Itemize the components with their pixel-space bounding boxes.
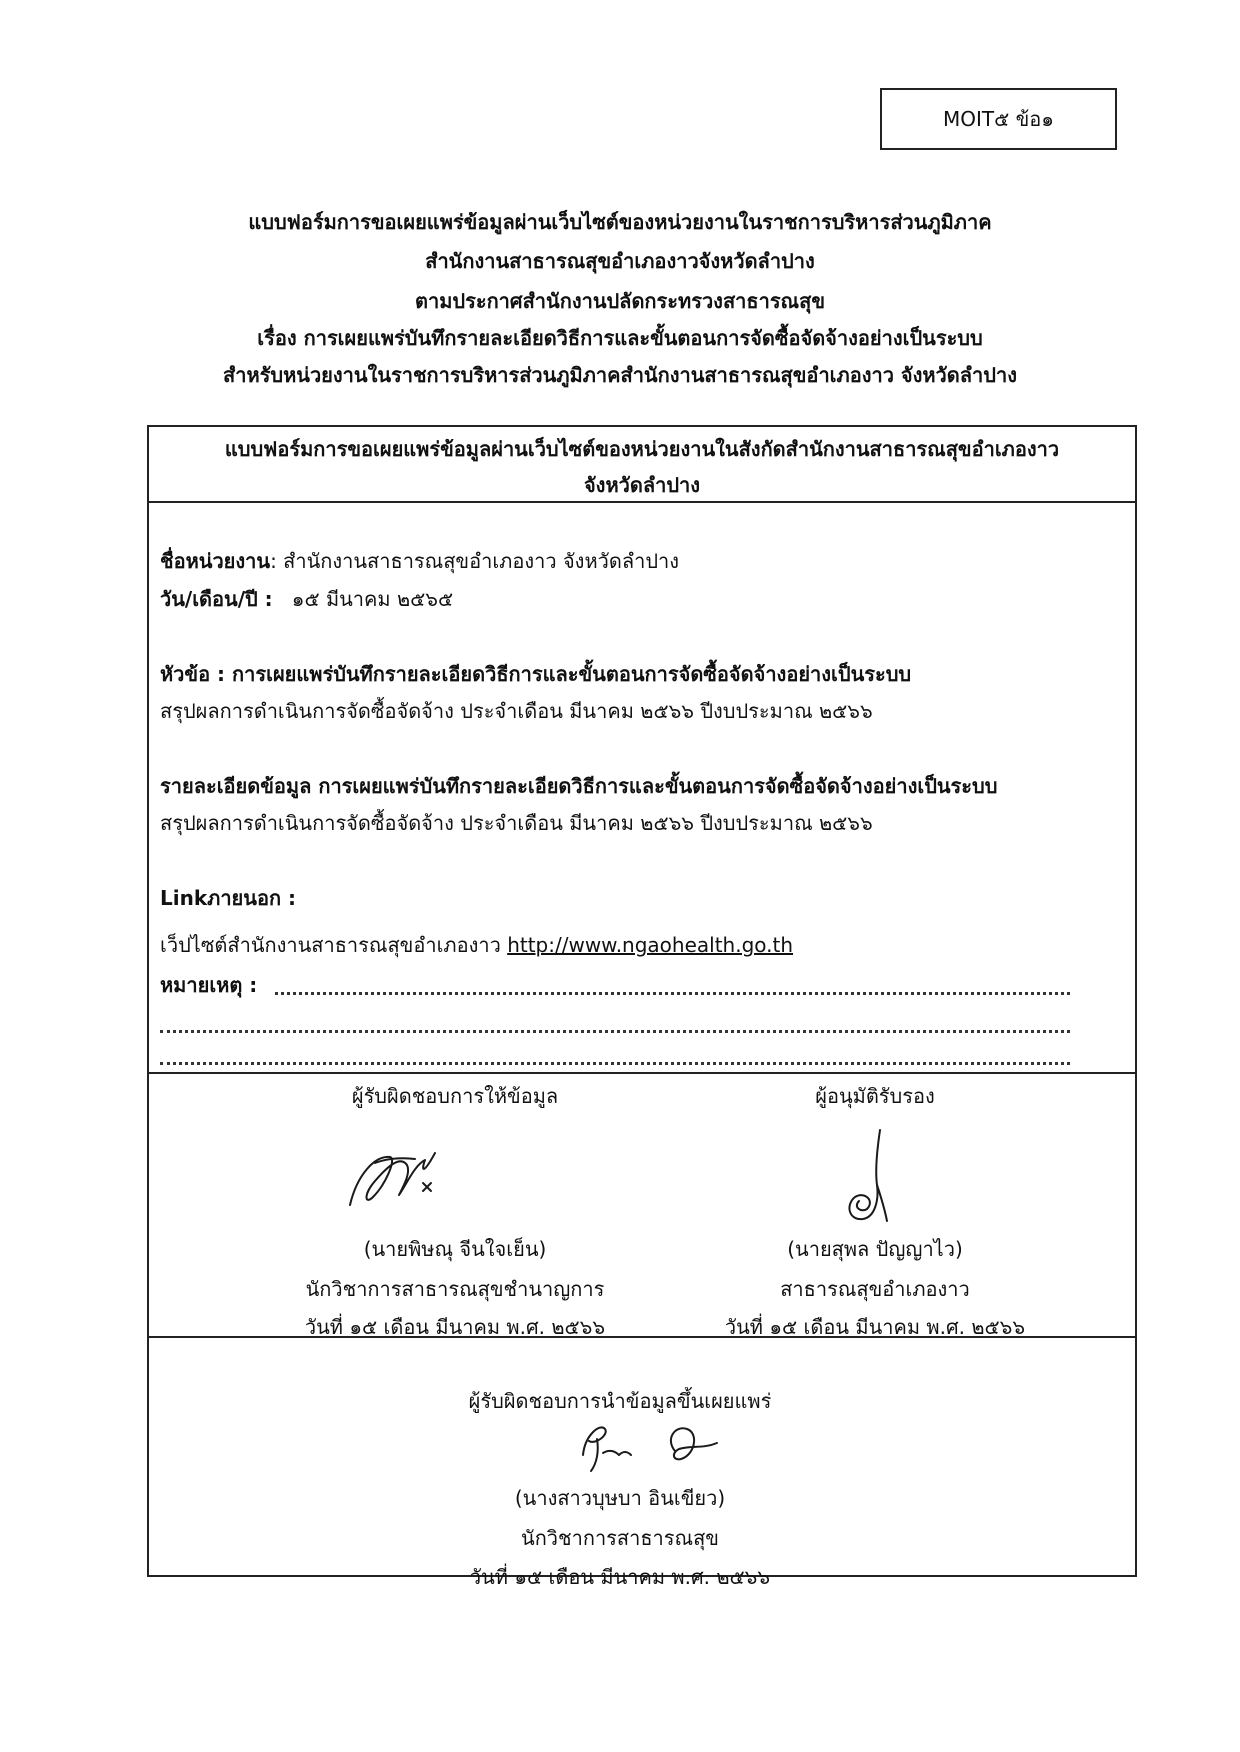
topic-detail: สรุปผลการดำเนินการจัดซื้อจัดจ้าง ประจำเดือน มีนาคม ๒๕๖๖ ปีงบประมาณ ๒๕๖๖ — [160, 699, 873, 723]
date-row — [160, 588, 453, 611]
website-row — [160, 934, 793, 957]
publisher-role: ผู้รับผิดชอบการนำข้อมูลขึ้นเผยแพร่ — [468, 1389, 772, 1413]
unit-value: : สำนักงานสาธารณสุขอำเภองาว จังหวัดลำปาง — [270, 549, 680, 573]
form-title-line-2: จังหวัดลำปาง — [583, 473, 701, 497]
header-line-2: สำนักงานสาธารณสุขอำเภองาวจังหวัดลำปาง — [425, 249, 815, 273]
website-link[interactable]: http://www.ngaohealth.go.th — [507, 933, 794, 957]
provider-name: (นายพิษณุ จีนใจเย็น) — [363, 1237, 547, 1261]
remark-dotted-line-3 — [160, 1062, 1070, 1065]
topic-label: หัวข้อ : การเผยแพร่บันทึกรายละเอียดวิธีการและขั้นตอนการจัดซื้อจัดจ้างอย่างเป็นระบบ — [160, 662, 912, 686]
detail-label: รายละเอียดข้อมูล การเผยแพร่บันทึกรายละเอียดวิธีการและขั้นตอนการจัดซื้อจัดจ้างอย่างเป็นระบบ — [160, 774, 998, 798]
document-tag — [880, 88, 1117, 150]
content-divider — [147, 1072, 1137, 1074]
approver-role: ผู้อนุมัติรับรอง — [815, 1084, 935, 1108]
date-value: ๑๕ มีนาคม ๒๕๖๕ — [291, 587, 454, 611]
provider-signature — [345, 1135, 445, 1215]
title-divider — [147, 501, 1137, 503]
publisher-position: นักวิชาการสาธารณสุข — [521, 1526, 719, 1550]
publisher-name: (นางสาวบุษบา อินเขียว) — [514, 1486, 726, 1510]
approver-date: วันที่ ๑๕ เดือน มีนาคม พ.ศ. ๒๕๖๖ — [724, 1315, 1026, 1339]
unit-row — [160, 550, 679, 573]
header-line-4: เรื่อง การเผยแพร่บันทึกรายละเอียดวิธีการและขั้นตอนการจัดซื้อจัดจ้างอย่างเป็นระบบ — [257, 326, 983, 350]
website-text: เว็ปไซต์สำนักงานสาธารณสุขอำเภองาว — [160, 933, 508, 957]
document-tag-text: MOIT๕ ข้อ๑ — [943, 107, 1054, 131]
remark-dotted-line-2 — [160, 1030, 1070, 1033]
remark-label: หมายเหตุ : — [160, 973, 258, 997]
header-line-3: ตามประกาศสำนักงานปลัดกระทรวงสาธารณสุข — [414, 289, 825, 313]
unit-label: ชื่อหน่วยงาน — [160, 549, 271, 573]
link-label: Linkภายนอก : — [160, 886, 297, 910]
header-line-1: แบบฟอร์มการขอเผยแพร่ข้อมูลผ่านเว็บไซต์ของหน่วยงานในราชการบริหารส่วนภูมิภาค — [248, 210, 992, 234]
approver-signature — [835, 1125, 905, 1225]
provider-date: วันที่ ๑๕ เดือน มีนาคม พ.ศ. ๒๕๖๖ — [304, 1315, 606, 1339]
publisher-date: วันที่ ๑๕ เดือน มีนาคม พ.ศ. ๒๕๖๖ — [469, 1565, 771, 1589]
approver-name: (นายสุพล ปัญญาไว) — [787, 1237, 963, 1261]
publisher-signature — [575, 1415, 725, 1475]
header-line-5: สำหรับหน่วยงานในราชการบริหารส่วนภูมิภาคสำนักงานสาธารณสุขอำเภองาว จังหวัดลำปาง — [223, 363, 1017, 387]
provider-position: นักวิชาการสาธารณสุขชำนาญการ — [305, 1277, 605, 1301]
approver-position: สาธารณสุขอำเภองาว — [780, 1277, 970, 1301]
detail-text: สรุปผลการดำเนินการจัดซื้อจัดจ้าง ประจำเดือน มีนาคม ๒๕๖๖ ปีงบประมาณ ๒๕๖๖ — [160, 811, 873, 835]
form-title-line-1: แบบฟอร์มการขอเผยแพร่ข้อมูลผ่านเว็บไซต์ของหน่วยงานในสังกัดสำนักงานสาธารณสุขอำเภองาว — [224, 437, 1060, 461]
provider-role: ผู้รับผิดชอบการให้ข้อมูล — [351, 1084, 559, 1108]
remark-dotted-line-1 — [275, 992, 1070, 995]
date-label: วัน/เดือน/ปี : — [160, 587, 273, 611]
